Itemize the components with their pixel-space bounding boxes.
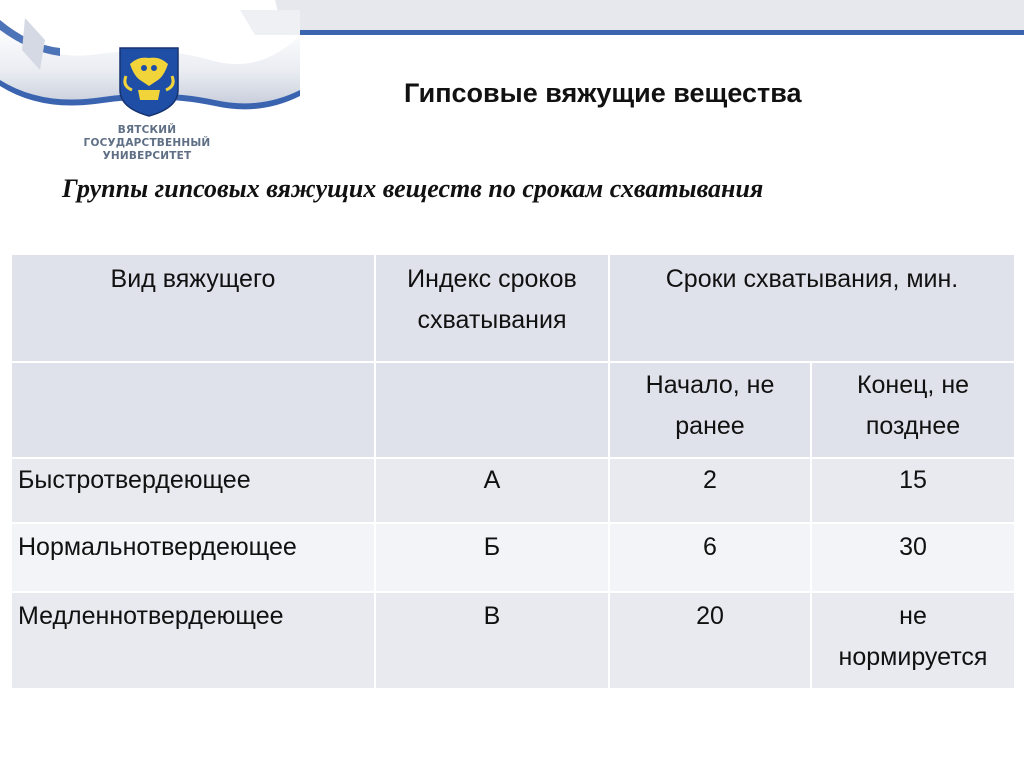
cell-setting-index: А: [375, 458, 609, 523]
cell-binder-type: Быстротвердеющее: [11, 458, 375, 523]
cell-end-time-line-2: нормируется: [838, 643, 988, 671]
header-start-not-earlier: [609, 362, 811, 458]
header-setting-time: Сроки схватывания, мин.: [609, 254, 1015, 362]
university-name-line-1: ВЯТСКИЙ: [117, 124, 177, 136]
header-start-line-1: Начало, не: [645, 371, 775, 399]
university-name: [62, 124, 232, 163]
cell-start-time: 20: [609, 592, 811, 689]
subheader-empty-cell: [11, 362, 375, 458]
setting-time-table: [10, 253, 1016, 690]
cell-setting-index: Б: [375, 523, 609, 592]
table-subheader-row: [11, 362, 1015, 458]
subheader-empty-cell: [375, 362, 609, 458]
slide-title: Гипсовые вяжущие вещества: [404, 78, 802, 108]
cell-end-time: [811, 592, 1015, 689]
cell-binder-type: Медленнотвердеющее: [11, 592, 375, 689]
header-setting-index-line-1: Индекс сроков: [407, 265, 577, 293]
cell-end-time: [811, 458, 1015, 523]
cell-end-time: [811, 523, 1015, 592]
table-row: [11, 458, 1015, 523]
cell-end-time-line-1: 30: [899, 533, 927, 561]
cell-end-time-line-1: 15: [899, 466, 927, 494]
cell-start-time: 2: [609, 458, 811, 523]
table-header-row: [11, 254, 1015, 362]
university-name-line-2: ГОСУДАРСТВЕННЫЙ: [83, 137, 211, 149]
cell-end-time-line-1: не: [899, 602, 927, 630]
cell-start-time: 6: [609, 523, 811, 592]
university-crest-owl-icon: [118, 46, 180, 118]
table-row: [11, 592, 1015, 689]
header-setting-index-line-2: схватывания: [417, 306, 567, 334]
header-binder-type: Вид вяжущего: [11, 254, 375, 362]
table-row: [11, 523, 1015, 592]
header-start-line-2: ранее: [675, 412, 745, 440]
header-setting-index: [375, 254, 609, 362]
cell-setting-index: В: [375, 592, 609, 689]
slide-subtitle: Группы гипсовых вяжущих веществ по срокам схватывания: [62, 174, 764, 203]
header-end-line-2: позднее: [865, 412, 961, 440]
cell-binder-type: Нормальнотвердеющее: [11, 523, 375, 592]
header-end-line-1: Конец, не: [856, 371, 970, 399]
header-end-not-later: [811, 362, 1015, 458]
university-name-line-3: УНИВЕРСИТЕТ: [102, 150, 192, 162]
